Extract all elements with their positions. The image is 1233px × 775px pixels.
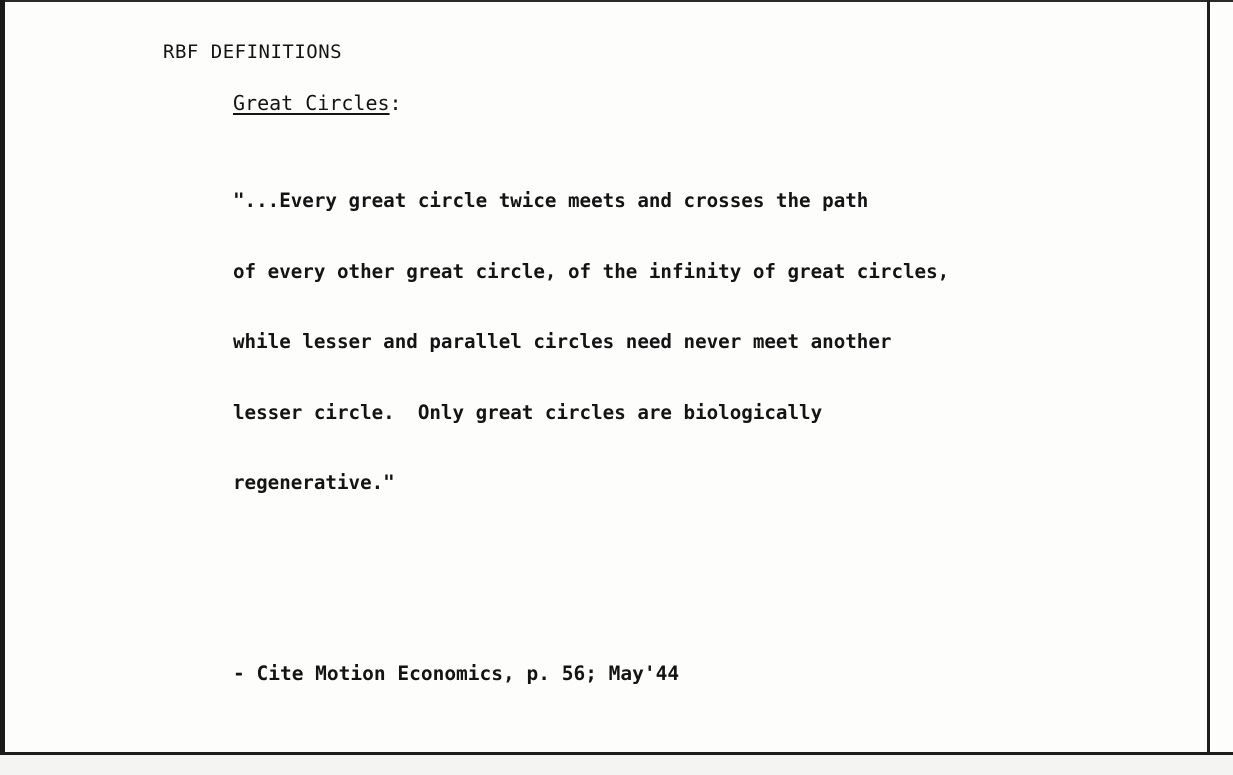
below-card-area	[0, 755, 1233, 775]
quote-line: while lesser and parallel circles need never meet another	[233, 330, 892, 353]
term-colon: :	[389, 91, 402, 115]
definition-quote	[233, 142, 949, 542]
card-heading: RBF DEFINITIONS	[163, 41, 343, 63]
card-left-edge	[0, 0, 5, 775]
card-right-edge	[1207, 0, 1210, 775]
quote-line: "...Every great circle twice meets and crosses the path	[233, 189, 869, 212]
term-label: Great Circles	[233, 91, 390, 115]
quote-line: of every other great circle, of the infinity of great circles,	[233, 259, 950, 283]
quote-line: regenerative."	[233, 471, 395, 494]
citation: - Cite Motion Economics, p. 56; May'44	[233, 662, 680, 685]
card-top-edge	[0, 0, 1233, 2]
definition-term	[233, 91, 402, 115]
quote-line: lesser circle. Only great circles are biologically	[233, 400, 823, 424]
